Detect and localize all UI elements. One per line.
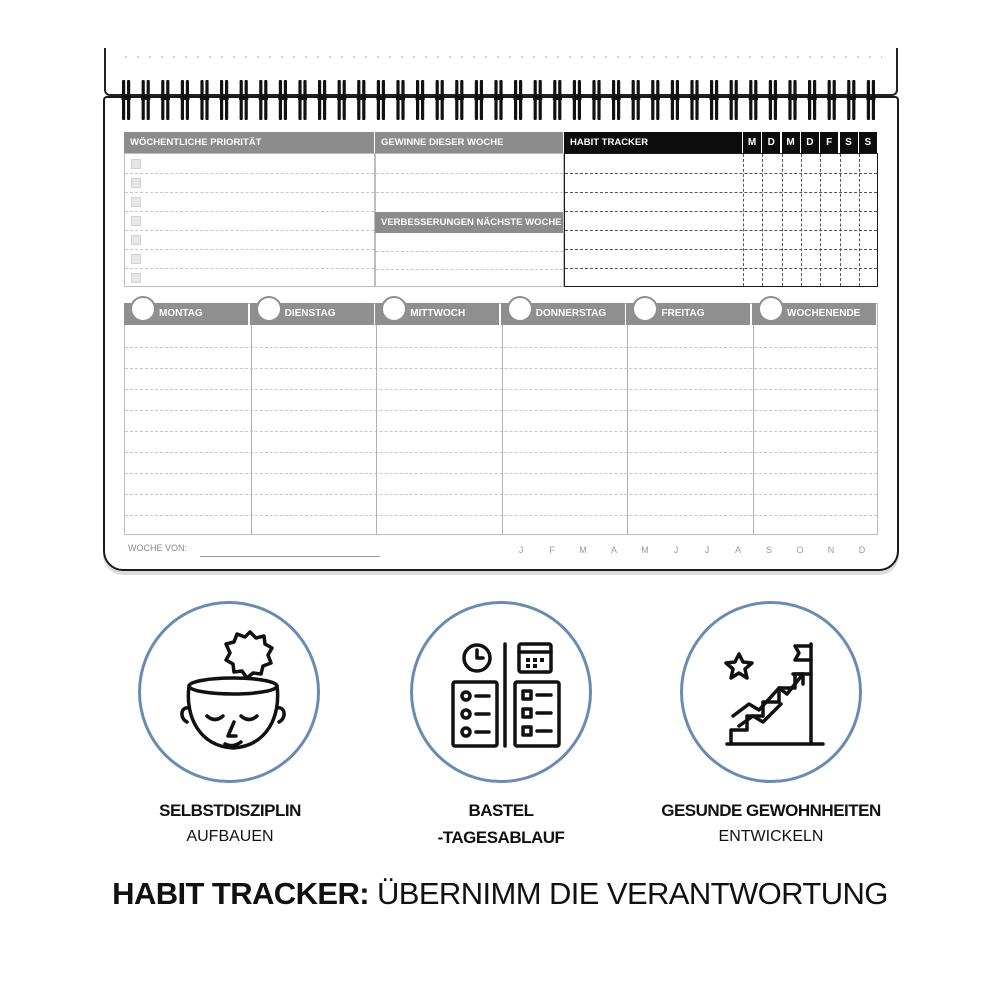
month-letter: N (827, 545, 835, 555)
spiral-ring (788, 80, 797, 120)
feature-circle-self-discipline (138, 601, 320, 783)
weekday-letter: D (801, 132, 819, 153)
spiral-ring (749, 80, 758, 120)
week-of-line (200, 556, 380, 557)
feature-title-1: SELBSTDISZIPLIN (159, 801, 301, 820)
priorities-block (124, 153, 375, 287)
day-circle (256, 296, 282, 322)
days-block (124, 303, 878, 535)
spiral-ring (808, 80, 817, 120)
day-circle (758, 296, 784, 322)
weekday-letter: S (840, 132, 858, 153)
day-circle (381, 296, 407, 322)
month-letter: S (765, 545, 772, 555)
month-letter: J (673, 545, 679, 555)
spiral-ring (141, 80, 150, 120)
spiral-ring (710, 80, 719, 120)
spiral-ring (553, 80, 562, 120)
month-letter: J (518, 545, 524, 555)
spiral-ring (239, 80, 248, 120)
day-header-0: MONTAG (124, 303, 248, 325)
spiral-ring (670, 80, 679, 120)
spiral-ring (827, 80, 836, 120)
spiral-ring (729, 80, 738, 120)
spiral-ring (690, 80, 699, 120)
priority-checkbox[interactable] (131, 235, 141, 245)
month-letter: J (704, 545, 710, 555)
stairs-growth-icon (683, 604, 865, 786)
spiral-ring (200, 80, 209, 120)
month-letter: D (858, 545, 866, 555)
tagline-rest: ÜBERNIMM DIE VERANTWORTUNG (376, 876, 888, 911)
week-of-label: WOCHE VON: (128, 543, 188, 553)
priority-checkbox[interactable] (131, 197, 141, 207)
month-letter: M (579, 545, 587, 555)
priority-checkbox[interactable] (131, 178, 141, 188)
spiral-ring (435, 80, 444, 120)
spiral-ring (298, 80, 307, 120)
spiral-ring (474, 80, 483, 120)
spiral-ring (592, 80, 601, 120)
spiral-ring (416, 80, 425, 120)
habit-tracker-grid (564, 153, 878, 287)
spiral-ring (533, 80, 542, 120)
priority-checkbox[interactable] (131, 254, 141, 264)
weekday-letter: M (782, 132, 800, 153)
day-header-2: MITTWOCH (375, 303, 499, 325)
spiral-ring (494, 80, 503, 120)
feature-subtitle-3: ENTWICKELN (718, 828, 824, 845)
wins-header: GEWINNE DIESER WOCHE (375, 132, 563, 153)
spiral-ring (318, 80, 327, 120)
spiral-ring (376, 80, 385, 120)
feature-circle-daily-routine (410, 601, 592, 783)
spiral-ring (847, 80, 856, 120)
tagline-bold: HABIT TRACKER: (112, 876, 369, 911)
month-letter: O (796, 545, 804, 555)
priority-checkbox[interactable] (131, 159, 141, 169)
month-letter: A (734, 545, 741, 555)
spiral-ring (866, 80, 875, 120)
spiral-ring (337, 80, 346, 120)
spiral-ring (768, 80, 777, 120)
day-header-1: DIENSTAG (250, 303, 374, 325)
feature-title-3: GESUNDE GEWOHNHEITEN (661, 801, 881, 820)
month-letter: M (641, 545, 649, 555)
month-letter: A (610, 545, 617, 555)
spiral-ring (122, 80, 131, 120)
priority-checkbox[interactable] (131, 216, 141, 226)
improvements-block (375, 233, 564, 287)
back-page-dots (120, 56, 882, 58)
month-letter: F (549, 545, 555, 555)
spiral-ring (259, 80, 268, 120)
weekday-letter: F (820, 132, 838, 153)
habit-tracker-header: HABIT TRACKER (564, 132, 742, 153)
feature-subtitle-2: -TAGESABLAUF (437, 828, 565, 847)
day-header-5: WOCHENENDE (752, 303, 876, 325)
spiral-ring (651, 80, 660, 120)
weekday-letter: S (859, 132, 877, 153)
priority-checkbox[interactable] (131, 273, 141, 283)
improvements-header: VERBESSERUNGEN NÄCHSTE WOCHE (375, 212, 563, 233)
day-circle (130, 296, 156, 322)
spiral-ring (572, 80, 581, 120)
spiral-ring (455, 80, 464, 120)
head-gear-icon (141, 604, 323, 786)
spiral-ring (180, 80, 189, 120)
spiral-ring (396, 80, 405, 120)
tagline (0, 876, 1000, 912)
priorities-header: WÖCHENTLICHE PRIORITÄT (124, 132, 374, 153)
day-circle (507, 296, 533, 322)
spiral-ring (514, 80, 523, 120)
feature-circle-healthy-habits (680, 601, 862, 783)
weekday-letter: D (762, 132, 780, 153)
feature-title-2: BASTEL (468, 801, 534, 820)
schedule-checklist-icon (413, 604, 595, 786)
spiral-ring (357, 80, 366, 120)
feature-subtitle-1: AUFBAUEN (186, 828, 274, 845)
spiral-ring (278, 80, 287, 120)
day-header-4: FREITAG (626, 303, 750, 325)
spiral-ring (612, 80, 621, 120)
day-header-3: DONNERSTAG (501, 303, 625, 325)
weekday-letter: M (743, 132, 761, 153)
spiral-binding (118, 74, 888, 122)
spiral-ring (631, 80, 640, 120)
spiral-ring (220, 80, 229, 120)
spiral-ring (161, 80, 170, 120)
